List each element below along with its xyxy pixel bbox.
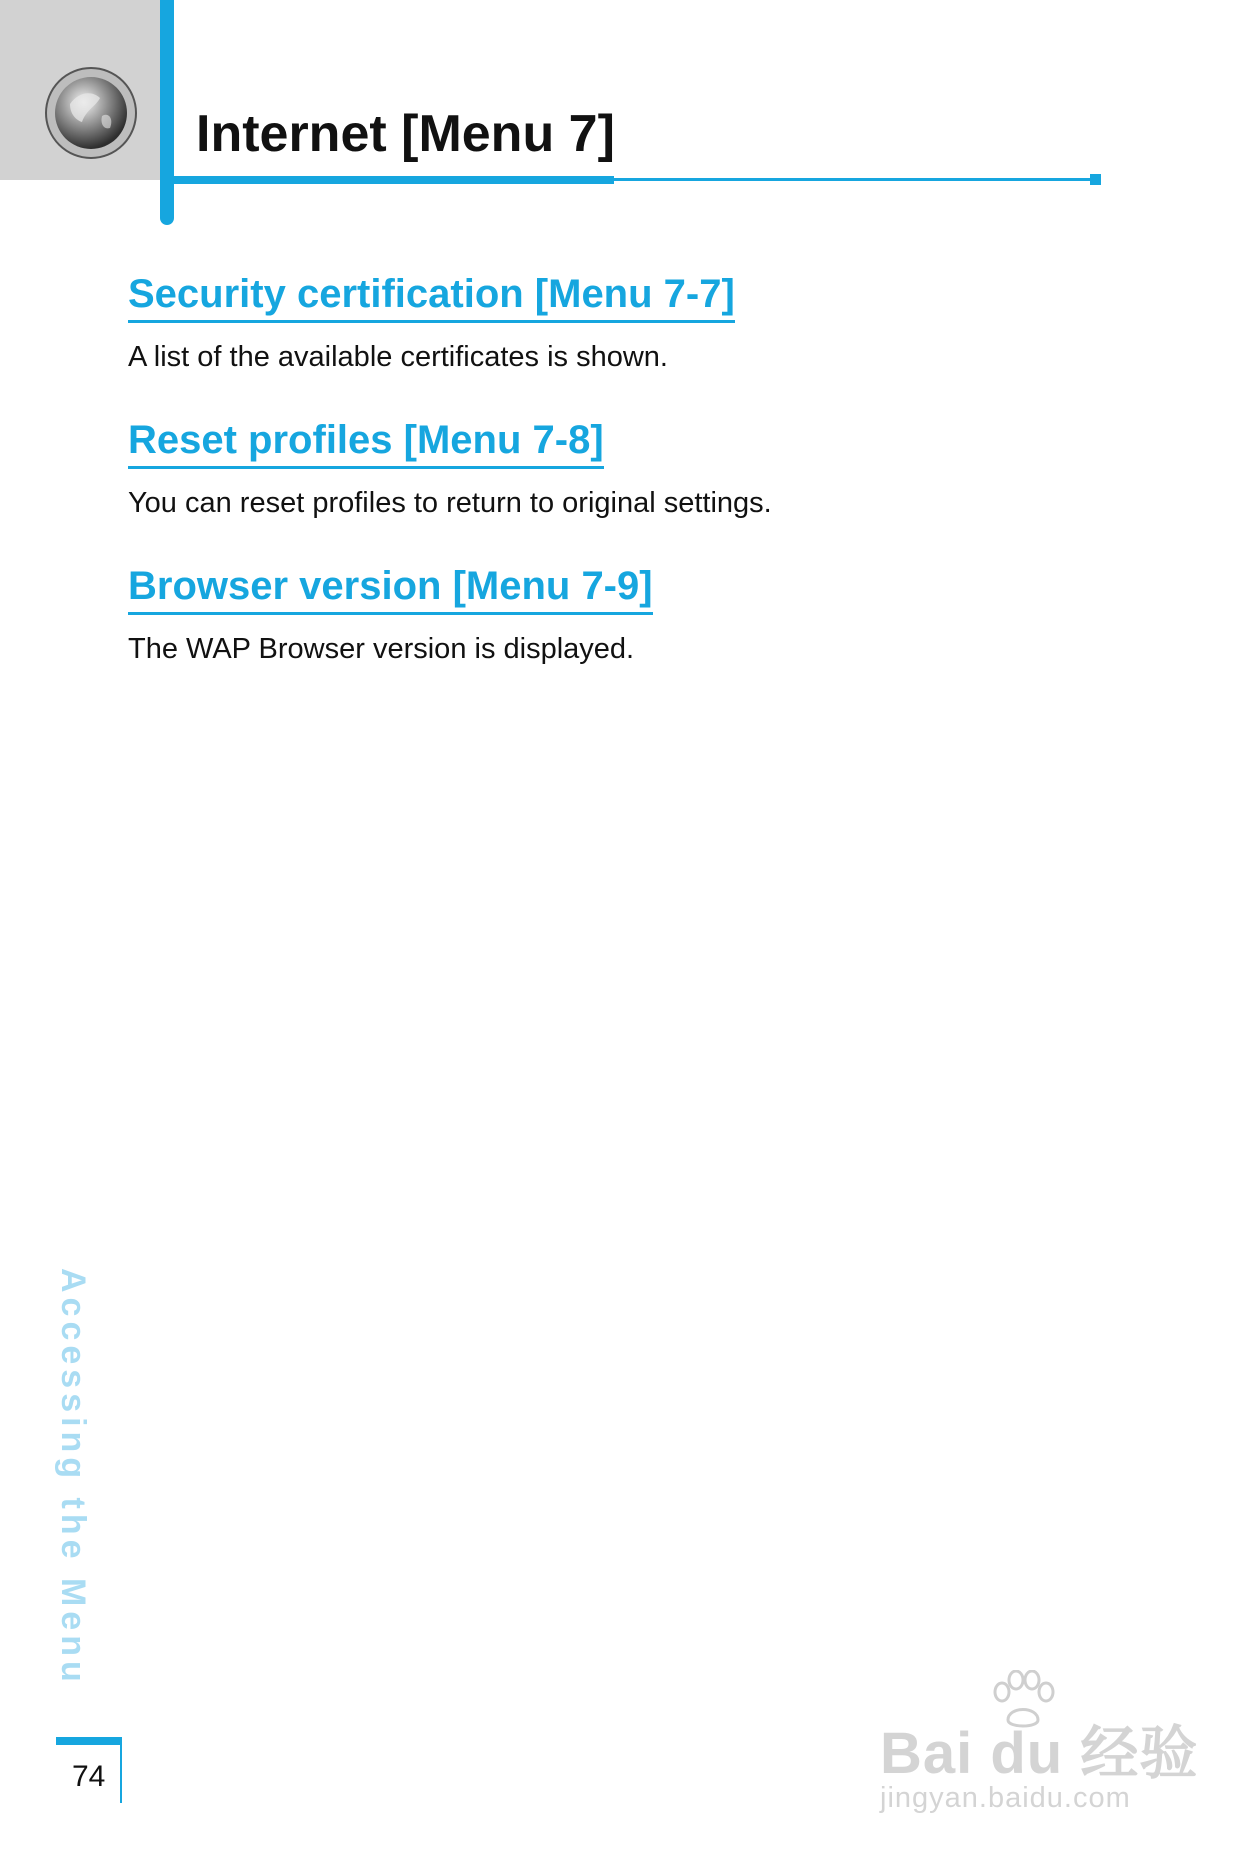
- section-browser-version: [128, 566, 653, 664]
- heading-underline: [128, 320, 735, 323]
- title-rule-thick: [174, 176, 614, 184]
- section-body: The WAP Browser version is displayed.: [128, 633, 635, 665]
- section-body: You can reset profiles to return to original settings.: [128, 487, 772, 519]
- title-rule-thin: [614, 178, 1094, 181]
- section-reset-profiles: [128, 420, 772, 518]
- page-number-divider: [120, 1745, 122, 1803]
- watermark: [880, 1670, 1199, 1820]
- title-rule-end-square: [1090, 174, 1101, 185]
- section-heading: Reset profiles [Menu 7-8]: [128, 418, 604, 462]
- section-security-certification: [128, 274, 735, 372]
- header-vertical-bar: [160, 0, 174, 225]
- globe-icon: [44, 66, 138, 160]
- section-heading: Browser version [Menu 7-9]: [128, 564, 653, 608]
- heading-underline: [128, 466, 604, 469]
- page-number: 74: [72, 1760, 106, 1793]
- page-number-bar: [56, 1737, 122, 1745]
- section-body: A list of the available certificates is shown.: [128, 341, 668, 373]
- heading-underline: [128, 612, 653, 615]
- watermark-url: jingyan.baidu.com: [880, 1782, 1131, 1814]
- watermark-brand: Bai du 经验: [880, 1721, 1199, 1786]
- section-heading: Security certification [Menu 7-7]: [128, 272, 735, 316]
- page-title: Internet [Menu 7]: [196, 105, 615, 163]
- side-chapter-label: Accessing the Menu: [54, 1268, 92, 1687]
